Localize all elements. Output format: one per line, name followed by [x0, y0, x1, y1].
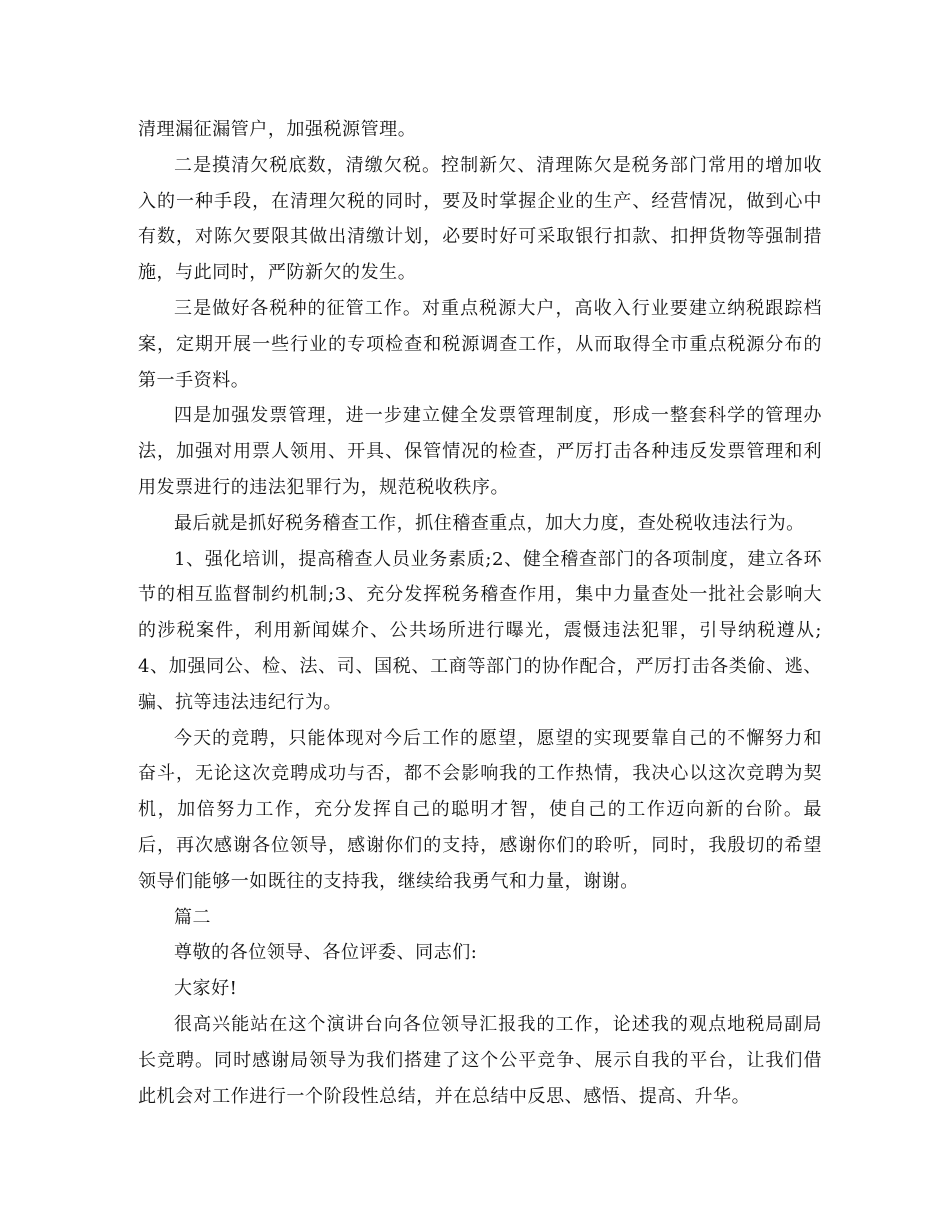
paragraph-continuation: 清理漏征漏管户，加强税源管理。: [138, 119, 417, 140]
paragraph-invoice-management: 四是加强发票管理，进一步建立健全发票管理制度，形成一整套科学的管理办法，加强对用票人领用、开具、保管情况的检查，严厉打击各种违反发票管理和利用发票进行的违法犯罪行为，规范税收秩序。: [138, 405, 822, 498]
paragraph-tax-arrears: 二是摸清欠税底数，清缴欠税。控制新欠、清理陈欠是税务部门常用的增加收入的一种手段，在清理欠税的同时，要及时掌握企业的生产、经营情况，做到心中有数，对陈欠要限其做出清缴计划，必要时好可采取银行扣款、扣押货物等强制措施，与此同时，严防新欠的发生。: [138, 154, 822, 284]
paragraph-tax-inspection: 最后就是抓好税务稽查工作，抓住稽查重点，加大力度，查处税收违法行为。: [174, 512, 805, 534]
paragraph-numbered-measures: 1、强化培训，提高稽查人员业务素质;2、健全稽查部门的各项制度，建立各环节的相互监督制约机制;3、充分发挥税务稽查作用，集中力量查处一批社会影响大的涉税案件，利用新闻媒介、公共场所进行曝光，震慑违法犯罪，引导纳税遵从;4、加强同公、检、法、司、国税、工商等部门的协作配合，严厉打击各类偷、逃、骗、抗等违法违纪行为。: [138, 548, 822, 713]
section-heading: 篇二: [174, 906, 212, 928]
paragraph-introduction: 很高兴能站在这个演讲台向各位领导汇报我的工作，论述我的观点地税局副局长竞聘。同时感谢局领导为我们搭建了这个公平竞争、展示自我的平台，让我们借此机会对工作进行一个阶段性总结，并在总结中反思、感悟、提高、升华。: [138, 1013, 822, 1107]
greeting: 大家好!: [174, 978, 238, 1000]
paragraph-tax-collection: 三是做好各税种的征管工作。对重点税源大户，高收入行业要建立纳税跟踪档案，定期开展一些行业的专项检查和税源调查工作，从而取得全市重点税源分布的第一手资料。: [138, 297, 822, 391]
salutation: 尊敬的各位领导、各位评委、同志们:: [174, 942, 478, 964]
paragraph-closing-remarks: 今天的竞聘，只能体现对今后工作的愿望，愿望的实现要靠自己的不懈努力和奋斗，无论这次竞聘成功与否，都不会影响我的工作热情，我决心以这次竞聘为契机，加倍努力工作，充分发挥自己的聪明才智，使自己的工作迈向新的台阶。最后，再次感谢各位领导，感谢你们的支持，感谢你们的聆听，同时，我殷切的希望领导们能够一如既往的支持我，继续给我勇气和力量，谢谢。: [138, 727, 822, 892]
document-body: [138, 112, 822, 1114]
